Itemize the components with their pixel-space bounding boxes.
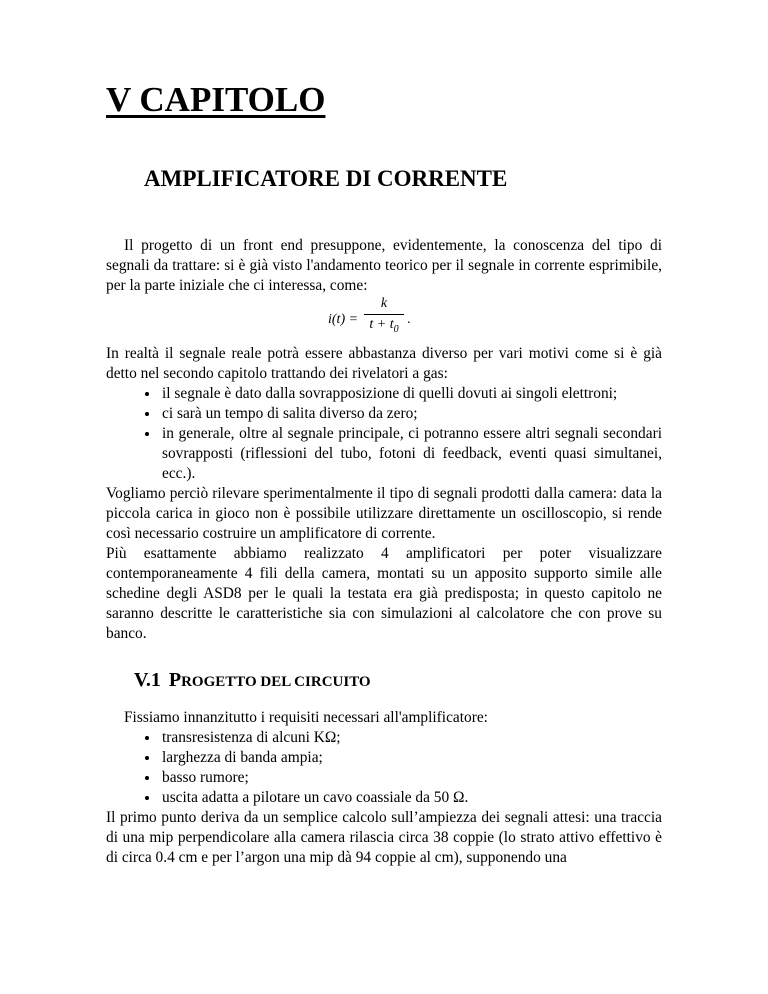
list-item: • il segnale è dato dalla sovrapposizione di quelli dovuti ai singoli elettroni;	[160, 384, 662, 404]
list-item: • basso rumore;	[160, 768, 662, 788]
section-number: V.1	[134, 669, 161, 691]
chapter-subtitle: AMPLIFICATORE DI CORRENTE	[144, 166, 508, 191]
paragraph-amplifiers: Più esattamente abbiamo realizzato 4 amplificatori per poter visualizzare contemporaneamente 4 fili della camera, montati su un apposito supporto simile alle schedine degli ASD8 per le quali la testata era già predisposta; in questo capitolo ne saranno descritte le caratteristiche sia con simulazioni al calcolatore che con prove su banco.	[106, 545, 662, 642]
list-item: • uscita adatta a pilotare un cavo coassiale da 50 Ω.	[160, 788, 662, 808]
section-title-rest: ROGETTO DEL CIRCUITO	[181, 674, 371, 690]
section-title-initial: P	[168, 669, 182, 691]
paragraph-requirements: Fissiamo innanzitutto i requisiti necessari all'amplificatore:	[124, 709, 488, 726]
requirements-list	[106, 728, 662, 808]
formula-numerator: k	[380, 296, 388, 311]
formula-denominator-sub: 0	[393, 323, 399, 335]
formula-fraction	[364, 296, 404, 333]
fraction-bar	[364, 314, 404, 315]
paragraph-intro: Il progetto di un front end presuppone, evidentemente, la conoscenza del tipo di segnali da trattare: si è già visto l'andamento teorico per il segnale in corrente esprimibile, per la parte iniziale che ci interessa, come:	[106, 237, 662, 294]
current-formula	[106, 296, 662, 344]
formula-denominator	[364, 317, 404, 333]
paragraph-first-point: Il primo punto deriva da un semplice calcolo sull’ampiezza dei segnali attesi: una traccia di una mip perpendicolare alla camera rilascia circa 38 coppie (lo strato attivo effettivo è di circa 0.4 cm e per l’argon una mip dà 94 coppie al cm), supponendo una	[106, 809, 662, 866]
formula-end: .	[407, 312, 411, 327]
formula-denominator-base: t + t	[369, 317, 394, 332]
list-item: • larghezza di banda ampia;	[160, 748, 662, 768]
formula-lhs: i(t) =	[328, 312, 359, 327]
list-item: • ci sarà un tempo di salita diverso da zero;	[160, 404, 662, 424]
chapter-title: V CAPITOLO	[106, 80, 326, 119]
list-item: • transresistenza di alcuni KΩ;	[160, 728, 662, 748]
signal-differences-list	[106, 384, 662, 484]
paragraph-measure: Vogliamo perciò rilevare sperimentalmente il tipo di segnali prodotti dalla camera: data la piccola carica in gioco non è possibile utilizzare direttamente un oscilloscopio, si rende così necessario costruire un amplificatore di corrente.	[106, 485, 662, 542]
list-item: • in generale, oltre al segnale principale, ci potranno essere altri segnali secondari sovrapposti (riflessioni del tubo, fotoni di feedback, eventi quasi simultanei, ecc.).	[160, 424, 662, 484]
paragraph-real-signal: In realtà il segnale reale potrà essere abbastanza diverso per vari motivi come si è già detto nel secondo capitolo trattando dei rivelatori a gas:	[106, 345, 662, 382]
section-heading	[134, 670, 662, 692]
document-body	[106, 236, 662, 868]
